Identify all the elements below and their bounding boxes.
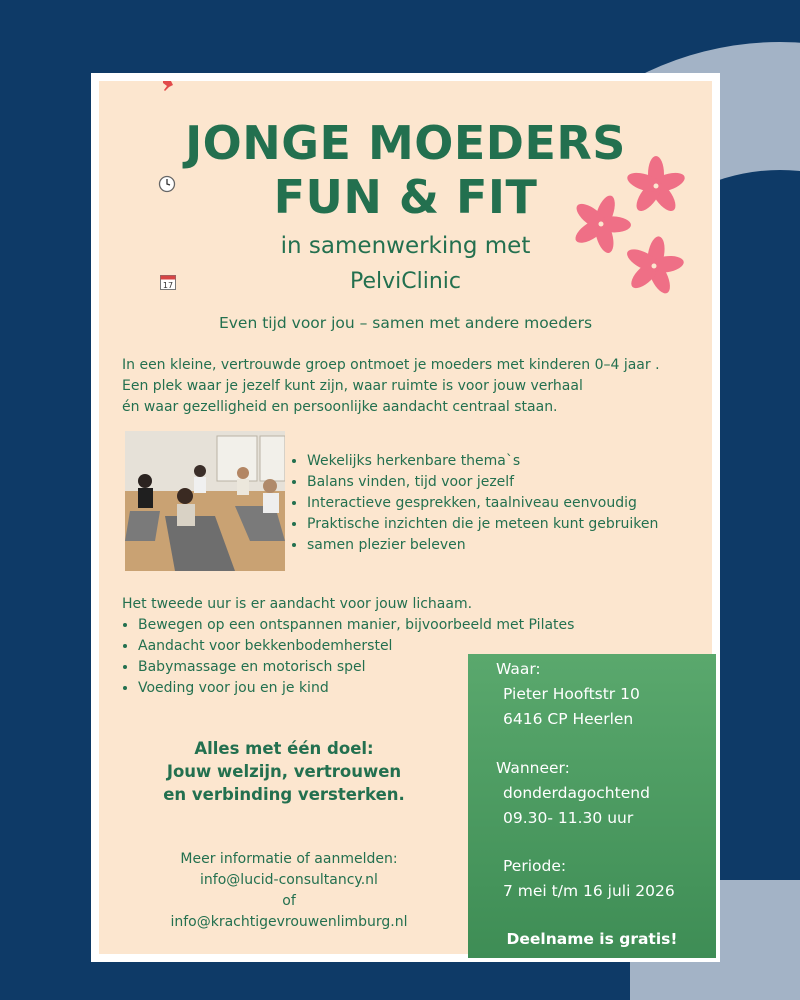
list-item: • samen plezier beleven — [307, 535, 658, 556]
group-photo — [125, 431, 285, 571]
contact-or: of — [282, 893, 296, 909]
list-item: • Bewegen op een ontspannen manier, bijvoorbeeld met Pilates — [138, 615, 574, 636]
goal-line: en verbinding versterken. — [163, 785, 405, 804]
list-item: • Aandacht voor bekkenbodemherstel — [138, 636, 574, 657]
poster — [91, 73, 720, 962]
intro-line: én waar gezelligheid en persoonlijke aandacht centraal staan. — [122, 399, 558, 415]
intro-text — [122, 355, 707, 418]
second-hour-heading: Het tweede uur is er aandacht voor jouw lichaam. — [122, 596, 473, 612]
theme-list — [291, 451, 658, 556]
waar-label: Waar: — [496, 660, 541, 678]
period-line: 7 mei t/m 16 juli 2026 — [503, 882, 675, 900]
list-item: • Babymassage en motorisch spel — [138, 657, 574, 678]
poster-title-line2: FUN & FIT — [273, 170, 538, 224]
when-line: donderdagochtend — [503, 784, 650, 802]
contact-info — [139, 849, 439, 933]
subtitle-line2: PelviClinic — [350, 269, 461, 294]
tagline: Even tijd voor jou – samen met andere moeders — [218, 314, 593, 332]
list-item: • Interactieve gesprekken, taalniveau eenvoudig — [307, 493, 658, 514]
poster-paper — [99, 81, 712, 954]
list-item: • Voeding voor jou en je kind — [138, 678, 574, 699]
pushpin-icon — [161, 79, 179, 93]
subtitle-line1: in samenwerking met — [280, 233, 531, 259]
address-line: 6416 CP Heerlen — [503, 710, 634, 728]
email-link[interactable]: info@krachtigevrouwenlimburg.nl — [170, 914, 408, 930]
address-line: Pieter Hooftstr 10 — [503, 685, 640, 703]
list-item: • Praktische inzichten die je meteen kunt gebruiken — [307, 514, 658, 535]
intro-line: In een kleine, vertrouwde groep ontmoet je moeders met kinderen 0–4 jaar . — [122, 357, 660, 373]
goal-text — [139, 737, 429, 806]
poster-title-line1: JONGE MOEDERS — [185, 116, 626, 170]
list-item: • Wekelijks herkenbare thema`s — [307, 451, 658, 472]
contact-heading: Meer informatie of aanmelden: — [180, 851, 398, 867]
email-link[interactable]: info@lucid-consultancy.nl — [200, 872, 378, 888]
time-line: 09.30- 11.30 uur — [503, 809, 634, 827]
info-box — [468, 654, 716, 958]
goal-line: Jouw welzijn, vertrouwen — [166, 762, 402, 781]
periode-label: Periode: — [503, 857, 567, 875]
wanneer-label: Wanneer: — [496, 759, 570, 777]
svg-text:17: 17 — [162, 281, 174, 290]
free-participation-text: Deelname is gratis! — [506, 930, 678, 948]
list-item: • Balans vinden, tijd voor jezelf — [307, 472, 658, 493]
intro-line: Een plek waar je jezelf kunt zijn, waar ruimte is voor jouw verhaal — [122, 378, 583, 394]
goal-line: Alles met één doel: — [194, 739, 374, 758]
